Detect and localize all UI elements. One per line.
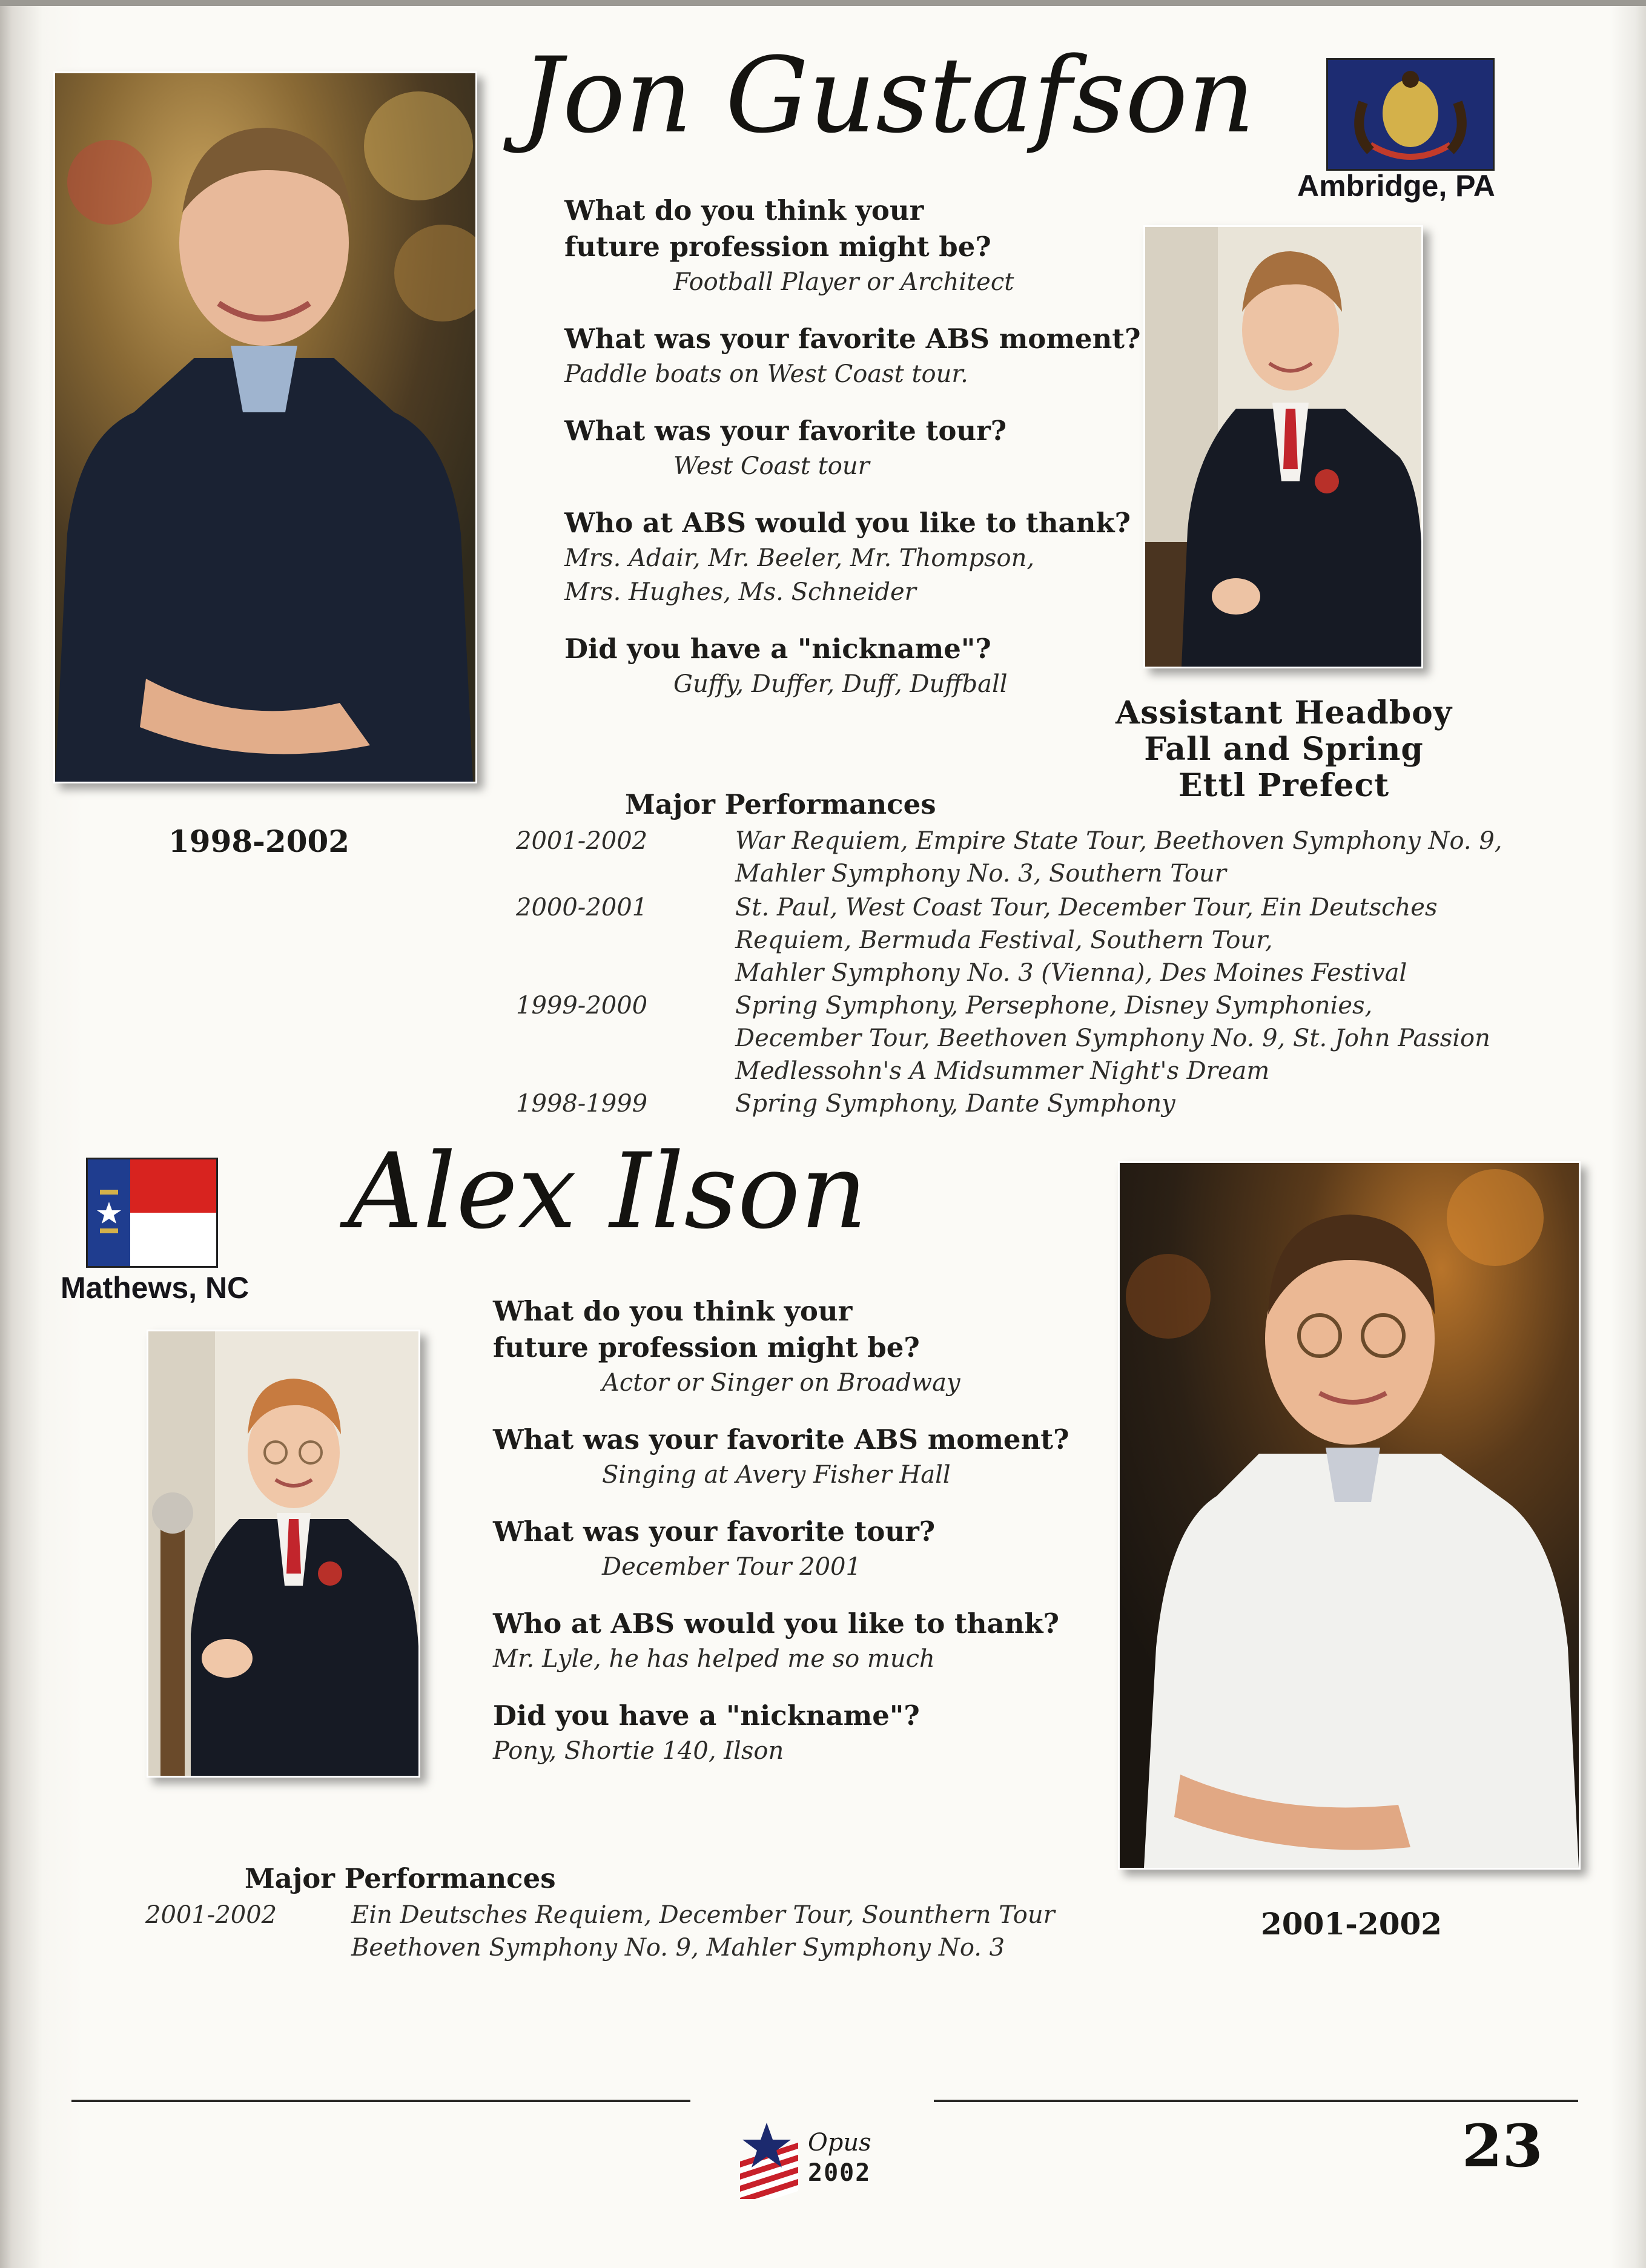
qa-item (564, 321, 1158, 391)
performance-line: War Requiem, Empire State Tour, Beethoven Symphony No. 9, (735, 827, 1502, 855)
portrait-photo-formal (1143, 225, 1423, 668)
page-top-edge (0, 0, 1646, 6)
performance-year: 2001-2002 (145, 1901, 277, 1929)
performance-line: Ein Deutsches Requiem, December Tour, Sounthern Tour (351, 1901, 1055, 1929)
portrait-photo-casual (1118, 1161, 1581, 1870)
performances-list (145, 1899, 1054, 1971)
qa-block (493, 1293, 1099, 1768)
portrait-photo-formal (147, 1330, 420, 1778)
qa-item (493, 1293, 1099, 1400)
answer-text: Mr. Lyle, he has helped me so much (493, 1645, 935, 1673)
student-name: Alex Ilson (348, 1130, 868, 1252)
question-text: What do you think your future profession might be? (564, 194, 991, 263)
answer-text: West Coast tour (673, 452, 870, 480)
question-text: Who at ABS would you like to thank? (564, 507, 1131, 539)
qa-block (564, 193, 1158, 701)
performance-line: Mahler Symphony No. 3 (Vienna), Des Moines Festival (735, 959, 1407, 987)
question-text: Who at ABS would you like to thank? (493, 1607, 1059, 1640)
answer-text: Paddle boats on West Coast tour. (564, 360, 968, 388)
logo-year: 2002 (808, 2159, 871, 2187)
qa-item (493, 1606, 1099, 1676)
flag-star-icon (736, 2120, 803, 2199)
answer-text: December Tour 2001 (602, 1553, 861, 1581)
role-line: Fall and Spring (1144, 731, 1424, 768)
answer-text: Football Player or Architect (673, 268, 1014, 296)
performance-line: St. Paul, West Coast Tour, December Tour, Ein Deutsches (735, 894, 1438, 921)
answer-text: Mrs. Adair, Mr. Beeler, Mr. Thompson, Mrs. Hughes, Ms. Schneider (564, 544, 1035, 606)
footer-rule-left (71, 2100, 690, 2102)
answer-text: Guffy, Duffer, Duff, Duffball (673, 670, 1008, 698)
performance-line: Requiem, Bermuda Festival, Southern Tour, (735, 926, 1273, 954)
role-title (1108, 695, 1459, 804)
performances-title: Major Performances (625, 788, 936, 820)
question-text: What was your favorite tour? (564, 415, 1007, 447)
role-line: Ettl Prefect (1178, 767, 1390, 804)
question-text: Did you have a "nickname"? (493, 1699, 920, 1732)
state-flag-nc (86, 1158, 218, 1268)
performance-line: Spring Symphony, Dante Symphony (735, 1090, 1175, 1118)
performance-year: 2000-2001 (516, 894, 648, 921)
question-text: What was your favorite ABS moment? (493, 1423, 1069, 1455)
performance-line: Beethoven Symphony No. 9, Mahler Symphony No. 3 (351, 1934, 1005, 1962)
years-label: 1998-2002 (168, 823, 350, 859)
performance-year: 1998-1999 (516, 1090, 648, 1118)
performances-list (516, 825, 1502, 1127)
qa-item (564, 631, 1158, 701)
question-text: What was your favorite tour? (493, 1515, 936, 1548)
role-line: Assistant Headboy (1115, 694, 1453, 731)
performance-year: 2001-2002 (516, 827, 648, 855)
question-text: What do you think your future profession might be? (493, 1295, 920, 1363)
answer-text: Singing at Avery Fisher Hall (602, 1461, 951, 1489)
performance-line: December Tour, Beethoven Symphony No. 9, St. John Passion (735, 1024, 1490, 1052)
answer-text: Actor or Singer on Broadway (602, 1369, 960, 1397)
student-name: Jon Gustafson (521, 35, 1255, 156)
performance-line: Medlessohn's A Midsummer Night's Dream (735, 1057, 1270, 1085)
question-text: Did you have a "nickname"? (564, 633, 991, 665)
hometown-label: Ambridge, PA (1297, 169, 1495, 203)
logo-word: Opus (808, 2129, 871, 2157)
performance-line: Spring Symphony, Persephone, Disney Symphonies, (735, 992, 1373, 1020)
performance-year: 1999-2000 (516, 992, 648, 1020)
qa-item (493, 1698, 1099, 1768)
state-flag-pa (1326, 58, 1495, 171)
performances-title: Major Performances (245, 1862, 556, 1894)
qa-item (564, 505, 1158, 609)
footer-rule-right (934, 2100, 1578, 2102)
qa-item (564, 413, 1158, 483)
qa-item (493, 1514, 1099, 1584)
portrait-photo-casual (53, 71, 477, 783)
opus-logo (736, 2120, 918, 2205)
answer-text: Pony, Shortie 140, Ilson (493, 1737, 784, 1765)
years-label: 2001-2002 (1261, 1906, 1443, 1942)
performance-line: Mahler Symphony No. 3, Southern Tour (735, 860, 1226, 888)
hometown-label: Mathews, NC (61, 1271, 250, 1305)
page-number: 23 (1462, 2112, 1543, 2180)
qa-item (493, 1422, 1099, 1492)
qa-item (564, 193, 1158, 299)
question-text: What was your favorite ABS moment? (564, 323, 1141, 355)
